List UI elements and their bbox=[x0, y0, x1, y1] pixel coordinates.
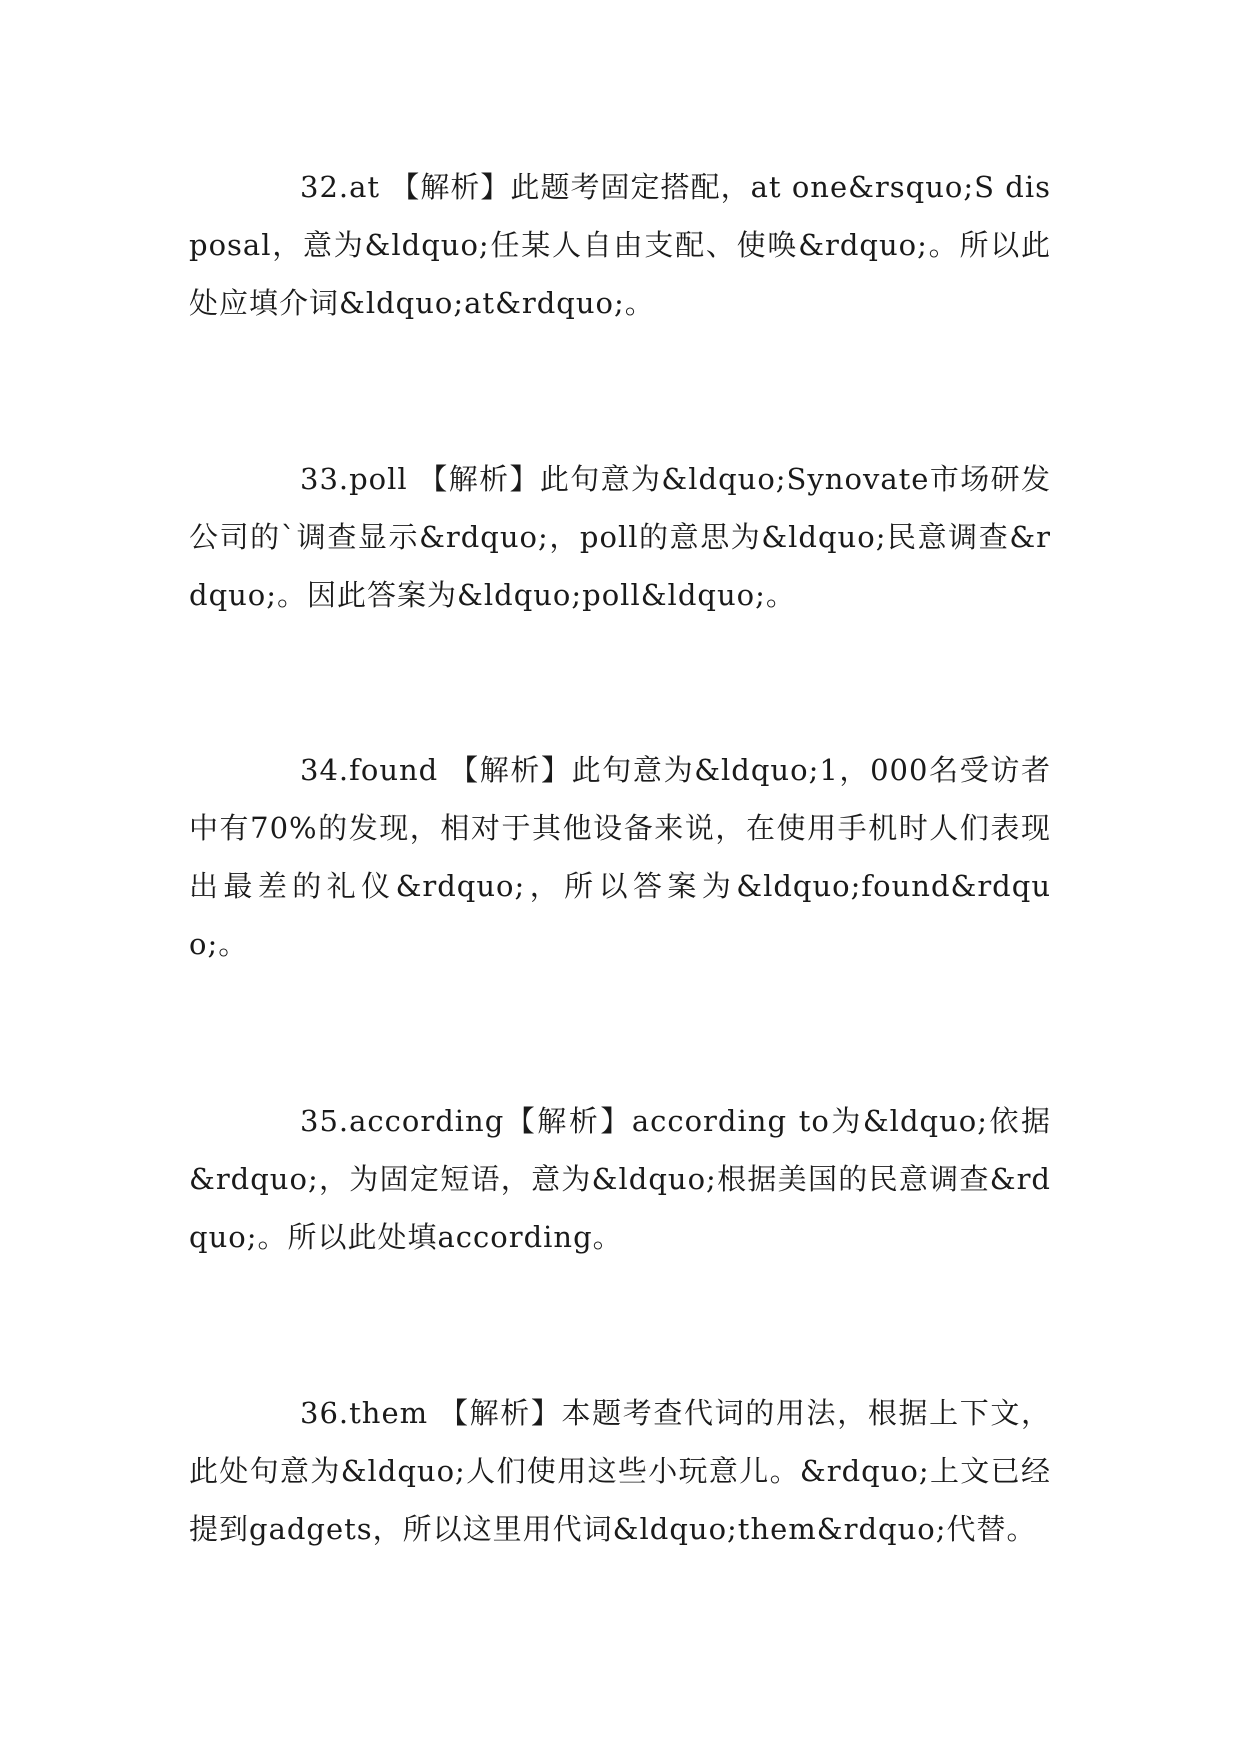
answer-paragraph-33: 33.poll 【解析】此句意为&ldquo;Synovate市场研发公司的`调查显示&rdquo;，poll的意思为&ldquo;民意调查&rdquo;。因此答案为&ldquo;poll&ldquo;。 bbox=[189, 462, 1051, 612]
answer-paragraph-32: 32.at 【解析】此题考固定搭配，at one&rsquo;S disposal，意为&ldquo;任某人自由支配、使唤&rdquo;。所以此处应填介词&ldquo;at&rdquo;。 bbox=[189, 170, 1051, 320]
answer-paragraph-35: 35.according【解析】according to为&ldquo;依据&rdquo;，为固定短语，意为&ldquo;根据美国的民意调查&rdquo;。所以此处填according。 bbox=[189, 1104, 1051, 1254]
answer-paragraph-36: 36.them 【解析】本题考查代词的用法，根据上下文，此处句意为&ldquo;人们使用这些小玩意儿。&rdquo;上文已经提到gadgets，所以这里用代词&ldquo;them&rdquo;代替。 bbox=[189, 1396, 1051, 1546]
answer-paragraph-34: 34.found 【解析】此句意为&ldquo;1，000名受访者中有70%的发现，相对于其他设备来说，在使用手机时人们表现出最差的礼仪&rdquo;，所以答案为&ldquo;found&rdquo;。 bbox=[189, 753, 1051, 961]
